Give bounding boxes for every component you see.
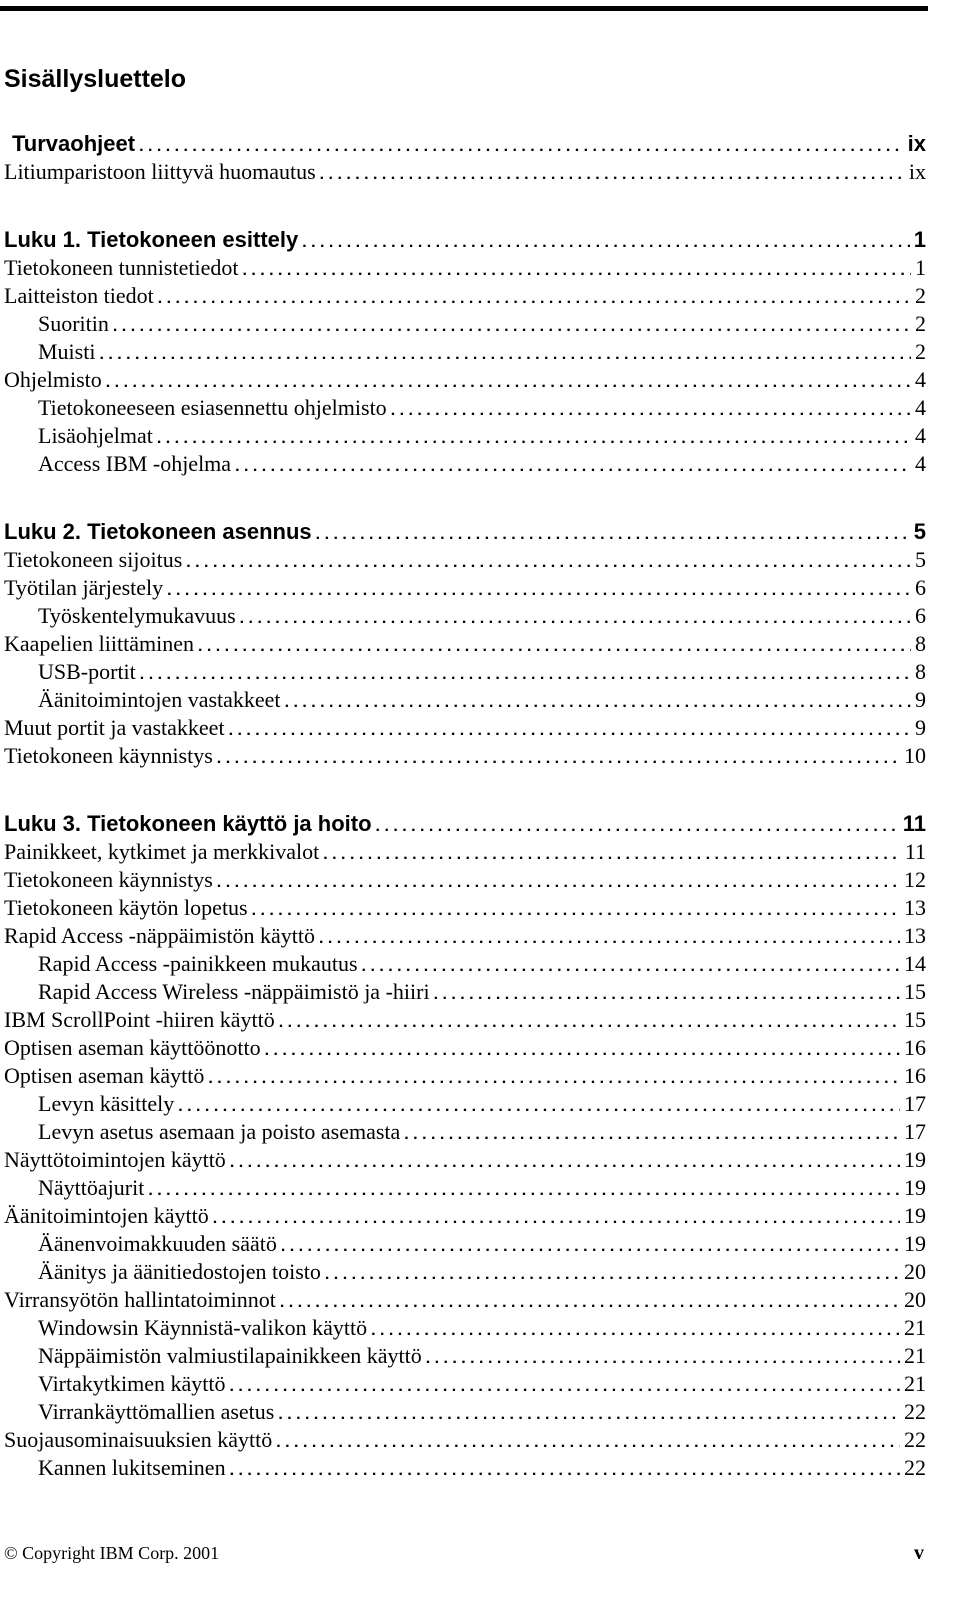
toc-entry-label: Levyn käsittely (38, 1091, 175, 1116)
toc-entry-page: 4 (915, 395, 926, 420)
toc-entry-label: Äänitoimintojen vastakkeet (38, 687, 281, 712)
toc-entry[interactable] (4, 518, 926, 546)
toc-entry-label: Painikkeet, kytkimet ja merkkivalot (4, 839, 320, 864)
toc-entry-label: Lisäohjelmat (38, 423, 153, 448)
toc-entry-label: Luku 1. Tietokoneen esittely (4, 227, 299, 252)
dot-leader (426, 1342, 900, 1373)
toc-entry[interactable] (4, 810, 926, 838)
toc-entry[interactable] (38, 1454, 926, 1482)
dot-leader (325, 1258, 900, 1289)
toc-entry[interactable] (38, 1398, 926, 1426)
toc-entry-page: 16 (904, 1035, 926, 1060)
dot-leader (229, 1370, 900, 1401)
toc-entry-page: 22 (904, 1455, 926, 1480)
toc-entry-page: 17 (904, 1091, 926, 1116)
toc-entry-label: Rapid Access -painikkeen mukautus (38, 951, 358, 976)
toc-entry[interactable] (4, 630, 926, 658)
toc-entry-page: 22 (904, 1399, 926, 1424)
toc-entry-page: 21 (904, 1315, 926, 1340)
dot-leader (113, 310, 911, 341)
toc-entry-label: Luku 3. Tietokoneen käyttö ja hoito (4, 811, 372, 836)
dot-leader (139, 130, 904, 161)
toc-entry-page: 4 (915, 451, 926, 476)
toc-entry-label: Virtakytkimen käyttö (38, 1371, 226, 1396)
toc-entry[interactable] (4, 366, 926, 394)
dot-leader (278, 1398, 900, 1429)
toc-entry[interactable] (38, 1370, 926, 1398)
toc-entry-page: 2 (915, 311, 926, 336)
dot-leader (242, 254, 911, 285)
toc-entry-label: Rapid Access -näppäimistön käyttö (4, 923, 315, 948)
dot-leader (213, 1202, 900, 1233)
toc-entry[interactable] (38, 310, 926, 338)
dot-leader (140, 658, 911, 689)
toc-entry-page: 9 (915, 715, 926, 740)
toc-entry[interactable] (4, 1202, 926, 1230)
dot-leader (302, 226, 910, 257)
dot-leader (208, 1062, 900, 1093)
dot-leader (376, 810, 899, 841)
toc-entry-page: 20 (904, 1287, 926, 1312)
toc-entry[interactable] (38, 1342, 926, 1370)
dot-leader (281, 1230, 900, 1261)
toc-entry[interactable] (38, 602, 926, 630)
toc-entry-label: Suojausominaisuuksien käyttö (4, 1427, 273, 1452)
toc-entry-page: 19 (904, 1147, 926, 1172)
toc-entry-page: 2 (915, 339, 926, 364)
toc-entry-label: Kaapelien liittäminen (4, 631, 194, 656)
toc-entry-label: Näppäimistön valmiustilapainikkeen käyttö (38, 1343, 422, 1368)
toc-entry-label: Access IBM -ohjelma (38, 451, 232, 476)
toc-entry[interactable] (4, 226, 926, 254)
toc-entry-page: ix (908, 159, 926, 184)
toc-entry-page: 11 (904, 839, 926, 864)
toc-entry[interactable] (38, 1258, 926, 1286)
toc-entry-page: 15 (904, 1007, 926, 1032)
toc-entry-page: 19 (904, 1203, 926, 1228)
dot-leader (148, 1174, 900, 1205)
toc-entry-page: ix (907, 131, 926, 156)
toc-entry[interactable] (38, 1174, 926, 1202)
toc-entry-label: Ohjelmisto (4, 367, 102, 392)
toc-entry-page: 20 (904, 1259, 926, 1284)
dot-leader (391, 394, 911, 425)
toc-entry-label: Tietokoneeseen esiasennettu ohjelmisto (38, 395, 387, 420)
dot-leader (229, 714, 911, 745)
toc-entry[interactable] (38, 950, 926, 978)
toc-entry-page: 10 (904, 743, 926, 768)
dot-leader (186, 546, 911, 577)
dot-leader (280, 1286, 900, 1317)
dot-leader (371, 1314, 900, 1345)
toc-entry-page: 2 (915, 283, 926, 308)
toc-entry[interactable] (4, 574, 926, 602)
dot-leader (230, 1454, 900, 1485)
toc-entry-page: 1 (913, 227, 926, 252)
dot-leader (279, 1006, 900, 1037)
toc-entry-page: 11 (902, 811, 926, 836)
dot-leader (178, 1090, 900, 1121)
dot-leader (319, 922, 900, 953)
toc-entry[interactable] (4, 838, 926, 866)
toc-entry-page: 1 (915, 255, 926, 280)
toc-entry[interactable] (38, 1118, 926, 1146)
toc-entry-page: 21 (904, 1343, 926, 1368)
toc-entry-label: Turvaohjeet (12, 131, 136, 156)
page-number: v (914, 1542, 924, 1564)
dot-leader (157, 422, 911, 453)
dot-leader (323, 838, 901, 869)
toc-entry-label: Muisti (38, 339, 96, 364)
toc-entry[interactable] (4, 742, 926, 770)
dot-leader (167, 574, 911, 605)
toc-entry[interactable] (4, 866, 926, 894)
toc-entry-page: 8 (915, 631, 926, 656)
toc-entry-label: Työskentelymukavuus (38, 603, 236, 628)
toc-entry-label: Näyttöajurit (38, 1175, 145, 1200)
toc-entry[interactable] (4, 1034, 926, 1062)
toc-entry-page: 6 (915, 603, 926, 628)
toc-entry[interactable] (4, 1286, 926, 1314)
toc-entry-label: Windowsin Käynnistä-valikon käyttö (38, 1315, 368, 1340)
dot-leader (235, 450, 911, 481)
page-title: Sisällysluettelo (4, 65, 187, 93)
toc-entry[interactable] (38, 1230, 926, 1258)
toc-entry-label: Tietokoneen sijoitus (4, 547, 183, 572)
toc-entry-page: 5 (915, 547, 926, 572)
toc-entry[interactable] (4, 1006, 926, 1034)
toc-entry[interactable] (38, 1090, 926, 1118)
toc-entry-label: Optisen aseman käyttöönotto (4, 1035, 261, 1060)
toc-entry[interactable] (4, 1062, 926, 1090)
toc-entry[interactable] (38, 394, 926, 422)
toc-entry[interactable] (38, 686, 926, 714)
dot-leader (217, 866, 900, 897)
toc-entry[interactable] (4, 1426, 926, 1454)
toc-entry[interactable] (4, 714, 926, 742)
toc-entry-label: Äänitoimintojen käyttö (4, 1203, 209, 1228)
toc-entry-page: 13 (904, 895, 926, 920)
toc-entry-label: Äänenvoimakkuuden säätö (38, 1231, 277, 1256)
toc-entry-label: Kannen lukitseminen (38, 1455, 226, 1480)
toc-entry[interactable] (38, 978, 926, 1006)
toc-entry-page: 6 (915, 575, 926, 600)
toc-entry-page: 14 (904, 951, 926, 976)
toc-entry-label: Optisen aseman käyttö (4, 1063, 205, 1088)
toc-entry-label: Näyttötoimintojen käyttö (4, 1147, 226, 1172)
toc-entry-page: 19 (904, 1175, 926, 1200)
toc-entry[interactable] (4, 894, 926, 922)
dot-leader (434, 978, 900, 1009)
toc-entry-label: Äänitys ja äänitiedostojen toisto (38, 1259, 321, 1284)
dot-leader (276, 1426, 900, 1457)
toc-entry-label: Tietokoneen tunnistetiedot (4, 255, 239, 280)
dot-leader (158, 282, 911, 313)
toc-entry-label: Virransyötön hallintatoiminnot (4, 1287, 276, 1312)
toc-entry-page: 12 (904, 867, 926, 892)
toc-entry[interactable] (38, 450, 926, 478)
dot-leader (404, 1118, 900, 1149)
toc-entry-label: Rapid Access Wireless -näppäimistö ja -hiiri (38, 979, 430, 1004)
toc-entry-label: Tietokoneen käytön lopetus (4, 895, 248, 920)
toc-entry[interactable] (4, 282, 926, 310)
toc-entry[interactable] (4, 158, 926, 186)
toc-entry-label: IBM ScrollPoint -hiiren käyttö (4, 1007, 275, 1032)
dot-leader (198, 630, 911, 661)
toc-entry-label: USB-portit (38, 659, 136, 684)
copyright-notice: © Copyright IBM Corp. 2001 (4, 1543, 220, 1563)
toc-entry-page: 9 (915, 687, 926, 712)
toc-entry[interactable] (4, 546, 926, 574)
toc-entry-label: Työtilan järjestely (4, 575, 164, 600)
toc-entry-label: Muut portit ja vastakkeet (4, 715, 225, 740)
toc-entry-page: 5 (913, 519, 926, 544)
toc-entry[interactable] (38, 658, 926, 686)
dot-leader (320, 158, 905, 189)
toc-entry[interactable] (4, 254, 926, 282)
toc-entry-label: Litiumparistoon liittyvä huomautus (4, 159, 316, 184)
toc-entry[interactable] (4, 1146, 926, 1174)
toc-entry[interactable] (12, 130, 926, 158)
toc-entry-label: Laitteiston tiedot (4, 283, 154, 308)
toc-entry-label: Virrankäyttömallien asetus (38, 1399, 275, 1424)
toc-entry-page: 13 (904, 923, 926, 948)
toc-entry-label: Levyn asetus asemaan ja poisto asemasta (38, 1119, 401, 1144)
toc-entry-page: 4 (915, 367, 926, 392)
toc-entry-page: 22 (904, 1427, 926, 1452)
toc-entry-label: Tietokoneen käynnistys (4, 867, 213, 892)
toc-entry-label: Luku 2. Tietokoneen asennus (4, 519, 312, 544)
dot-leader (217, 742, 900, 773)
dot-leader (252, 894, 900, 925)
toc-entry[interactable] (4, 922, 926, 950)
dot-leader (285, 686, 911, 717)
toc-entry-page: 16 (904, 1063, 926, 1088)
toc-entry[interactable] (38, 1314, 926, 1342)
toc-entry-page: 17 (904, 1119, 926, 1144)
toc-entry-page: 4 (915, 423, 926, 448)
dot-leader (362, 950, 900, 981)
dot-leader (99, 338, 911, 369)
dot-leader (316, 518, 910, 549)
dot-leader (265, 1034, 900, 1065)
dot-leader (230, 1146, 900, 1177)
toc-entry-page: 15 (904, 979, 926, 1004)
toc-entry-page: 19 (904, 1231, 926, 1256)
toc-entry-label: Tietokoneen käynnistys (4, 743, 213, 768)
toc-entry[interactable] (38, 338, 926, 366)
toc-entry-page: 21 (904, 1371, 926, 1396)
dot-leader (240, 602, 911, 633)
toc-entry-label: Suoritin (38, 311, 109, 336)
dot-leader (106, 366, 911, 397)
toc-entry-page: 8 (915, 659, 926, 684)
toc-entry[interactable] (38, 422, 926, 450)
